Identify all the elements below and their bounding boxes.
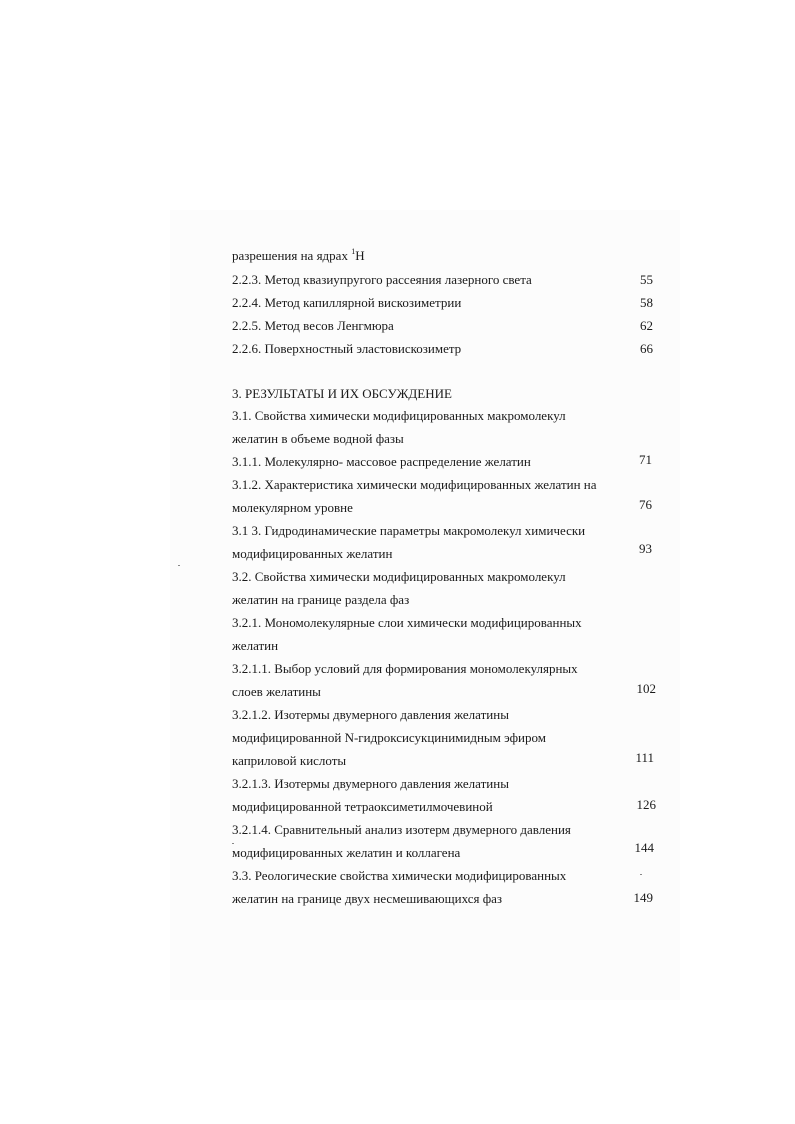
toc-page-number: 102 bbox=[636, 681, 656, 696]
toc-entry: 3.2.1. Мономолекулярные слои химически модифицированных bbox=[232, 615, 582, 630]
toc-page-number: 93 bbox=[639, 541, 652, 556]
toc-entry: желатин на границе двух несмешивающихся фаз bbox=[232, 891, 503, 906]
toc-entry: 3.2.1.1. Выбор условий для формирования мономолекулярных bbox=[232, 661, 578, 676]
toc-page-number: 76 bbox=[639, 497, 652, 512]
toc-page-number: 126 bbox=[636, 797, 656, 812]
toc-entry: 2.2.5. Метод весов Ленгмюра bbox=[232, 318, 394, 333]
toc-entry: модифицированных желатин и коллагена bbox=[232, 845, 461, 860]
toc-page-number: 58 bbox=[640, 295, 653, 310]
toc-page-number: 55 bbox=[640, 272, 653, 287]
toc-entry: молекулярном уровне bbox=[232, 500, 353, 515]
toc-section-heading: 3. РЕЗУЛЬТАТЫ И ИХ ОБСУЖДЕНИЕ bbox=[232, 386, 452, 401]
toc-entry: 2.2.4. Метод капиллярной вискозиметрии bbox=[232, 295, 462, 310]
toc-page-number: 144 bbox=[634, 840, 654, 855]
toc-entry: слоев желатины bbox=[232, 684, 321, 699]
toc-entry: 3.1.2. Характеристика химически модифицированных желатин на bbox=[232, 477, 597, 492]
superscript: 1 bbox=[351, 247, 356, 256]
toc-entry: 3.2.1.3. Изотермы двумерного давления желатины bbox=[232, 776, 509, 791]
scan-speck bbox=[178, 565, 180, 566]
scan-speck bbox=[232, 843, 234, 844]
toc-page-number: 62 bbox=[640, 318, 653, 333]
toc-entry: 3.3. Реологические свойства химически модифицированных bbox=[232, 868, 567, 883]
toc-entry: модифицированной N-гидроксисукцинимидным эфиром bbox=[232, 730, 546, 745]
toc-entry: 3.2.1.4. Сравнительный анализ изотерм двумерного давления bbox=[232, 822, 571, 837]
toc-page-number: 111 bbox=[635, 750, 654, 765]
toc-entry: 3.1.1. Молекулярно- массовое распределение желатин bbox=[232, 454, 531, 469]
toc-entry: 3.1. Свойства химически модифицированных макромолекул bbox=[232, 408, 566, 423]
toc-page-number: 71 bbox=[639, 452, 652, 467]
scan-speck bbox=[640, 874, 642, 875]
toc-line-continuation bbox=[232, 248, 365, 264]
toc-entry: 3.2.1.2. Изотермы двумерного давления желатины bbox=[232, 707, 509, 722]
toc-entry: модифицированных желатин bbox=[232, 546, 393, 561]
toc-entry: желатин bbox=[232, 638, 279, 653]
toc-entry: 2.2.3. Метод квазиупругого рассеяния лазерного света bbox=[232, 272, 532, 287]
toc-entry: желатин на границе раздела фаз bbox=[232, 592, 410, 607]
toc-entry: 2.2.6. Поверхностный эластовискозиметр bbox=[232, 341, 462, 356]
toc-entry: 3.1 3. Гидродинамические параметры макромолекул химически bbox=[232, 523, 586, 538]
toc-line-tail: Н bbox=[355, 248, 365, 263]
toc-entry: желатин в объеме водной фазы bbox=[232, 431, 404, 446]
toc-page-number: 66 bbox=[640, 341, 653, 356]
toc-line-text: разрешения на ядрах bbox=[232, 248, 352, 263]
toc-page-number: 149 bbox=[633, 890, 653, 905]
toc-entry: каприловой кислоты bbox=[232, 753, 347, 768]
toc-entry: 3.2. Свойства химически модифицированных макромолекул bbox=[232, 569, 566, 584]
toc-entry: модифицированной тетраоксиметилмочевиной bbox=[232, 799, 493, 814]
